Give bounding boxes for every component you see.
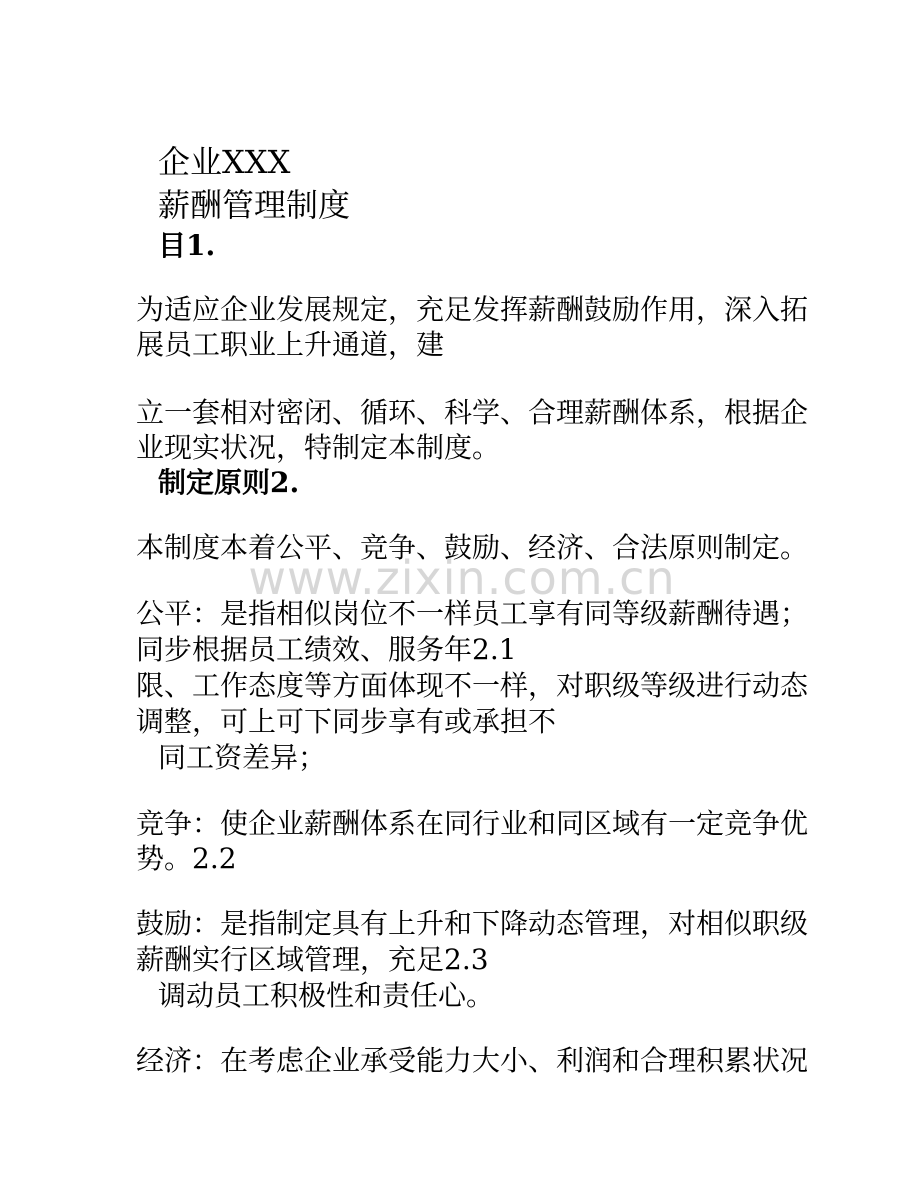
- paragraph-line: 为适应企业发展规定，充足发挥薪酬鼓励作用，深入拓: [136, 293, 809, 326]
- company-title: 企业XXX: [158, 143, 291, 181]
- paragraph-line: 竞争：使企业薪酬体系在同行业和同区域有一定竞争优: [136, 807, 809, 840]
- paragraph-line: 业现实状况，特制定本制度。: [136, 431, 501, 464]
- paragraph-line: 立一套相对密闭、循环、科学、合理薪酬体系，根据企: [136, 396, 809, 429]
- section-heading-2: 制定原则2.: [158, 466, 300, 499]
- paragraph-line: 薪酬实行区域管理，充足2.3: [136, 943, 489, 976]
- document-title: 薪酬管理制度: [158, 186, 351, 224]
- paragraph-line: 公平：是指相似岗位不一样员工享有同等级薪酬待遇；: [136, 597, 809, 630]
- paragraph-line: 势。2.2: [136, 842, 237, 875]
- paragraph-line: 调整，可上可下同步享有或承担不: [136, 705, 557, 738]
- paragraph-line: 限、工作态度等方面体现不一样，对职级等级进行动态: [136, 669, 809, 702]
- section-heading-1: 目1.: [158, 229, 216, 262]
- watermark: www.zixin.com.cn: [248, 551, 676, 605]
- paragraph-line: 鼓励：是指制定具有上升和下降动态管理，对相似职级: [136, 907, 809, 940]
- paragraph-line: 经济：在考虑企业承受能力大小、利润和合理积累状况: [136, 1044, 809, 1077]
- paragraph-line: 同工资差异；: [158, 741, 327, 774]
- paragraph-line: 展员工职业上升通道，建: [136, 328, 445, 361]
- paragraph-line: 调动员工积极性和责任心。: [158, 979, 495, 1012]
- paragraph-line: 同步根据员工绩效、服务年2.1: [136, 633, 517, 666]
- paragraph-line: 本制度本着公平、竞争、鼓励、经济、合法原则制定。: [136, 531, 809, 564]
